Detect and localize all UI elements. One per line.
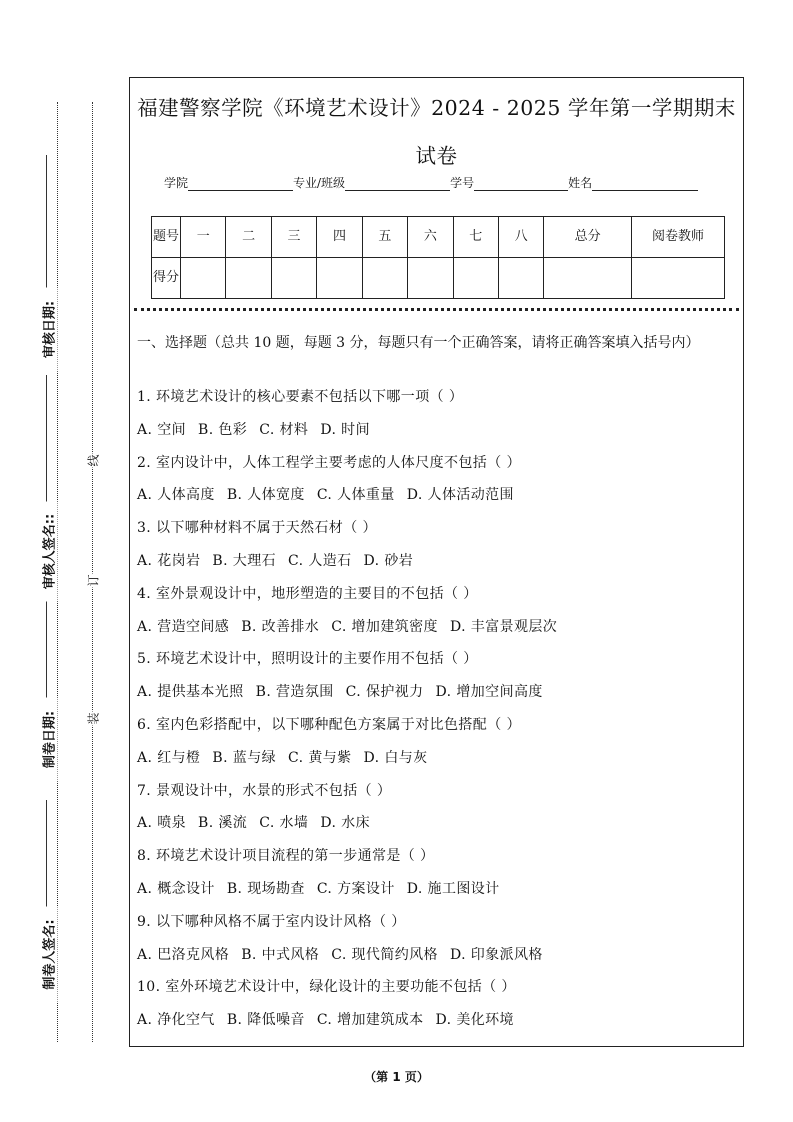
score-cell[interactable] [271, 258, 316, 299]
question-6-options [137, 748, 735, 768]
college-blank[interactable] [188, 176, 293, 191]
option-a[interactable]: A. 人体高度 [137, 487, 215, 504]
paper-maker-signature-label: 制卷人签名: [39, 907, 58, 1003]
signature-line-review-date [46, 155, 47, 295]
option-d[interactable]: D. 增加空间高度 [435, 684, 543, 701]
major-class-blank[interactable] [345, 176, 450, 191]
option-d[interactable]: D. 人体活动范围 [406, 487, 514, 504]
option-c[interactable]: C. 现代简约风格 [331, 946, 438, 963]
score-cell[interactable] [226, 258, 271, 299]
score-cell[interactable] [632, 258, 725, 299]
reviewer-signature-label: 审核人签名:: [39, 502, 58, 602]
exam-frame [129, 77, 744, 1047]
option-d[interactable]: D. 时间 [320, 421, 370, 438]
question-1-options [137, 420, 735, 440]
question-5: 5. 环境艺术设计中，照明设计的主要作用不包括（ ） [137, 651, 478, 668]
question-9: 9. 以下哪种风格不属于室内设计风格（ ） [137, 913, 406, 930]
question-8: 8. 环境艺术设计项目流程的第一步通常是（ ） [137, 848, 435, 865]
question-6: 6. 室内色彩搭配中，以下哪种配色方案属于对比色搭配（ ） [137, 717, 521, 733]
score-col-7: 七 [453, 217, 498, 258]
binding-dotted-line-inner [92, 102, 93, 1042]
score-cell[interactable] [317, 258, 362, 299]
option-d[interactable]: D. 印象派风格 [449, 946, 543, 963]
field-label-student-id: 学号 [450, 176, 475, 190]
option-c[interactable]: C. 方案设计 [316, 881, 395, 897]
option-c[interactable]: C. 人体重量 [316, 487, 395, 504]
score-col-grader: 阅卷教师 [632, 217, 725, 258]
option-b[interactable]: B. 现场勘查 [226, 881, 305, 897]
score-col-8: 八 [498, 217, 543, 258]
binding-char-order: 订 [86, 574, 101, 587]
option-d[interactable]: D. 白与灰 [363, 749, 428, 766]
option-c[interactable]: C. 人造石 [288, 553, 352, 569]
score-col-1: 一 [181, 217, 226, 258]
question-2: 2. 室内设计中，人体工程学主要考虑的人体尺度不包括（ ） [137, 454, 521, 471]
option-a[interactable]: A. 营造空间感 [137, 618, 230, 635]
option-a[interactable]: A. 红与橙 [137, 749, 201, 766]
student-info-row [164, 174, 719, 191]
question-10-options [137, 1010, 735, 1030]
score-col-2: 二 [226, 217, 271, 258]
option-b[interactable]: B. 人体宽度 [226, 487, 305, 504]
question-7-options [137, 813, 735, 833]
binding-char-bind: 装 [86, 712, 101, 725]
signature-line-paper-maker [46, 800, 47, 910]
score-cell[interactable] [498, 258, 543, 299]
score-cell[interactable] [181, 258, 226, 299]
score-cell[interactable] [453, 258, 498, 299]
signature-line-reviewer [46, 375, 47, 505]
question-8-options [137, 879, 735, 899]
option-c[interactable]: C. 水墙 [259, 815, 309, 832]
score-col-4: 四 [317, 217, 362, 258]
question-3-options [137, 551, 735, 571]
question-number-label: 题号 [152, 217, 181, 258]
dotted-separator [134, 308, 739, 311]
question-5-options [137, 682, 735, 702]
option-a[interactable]: A. 喷泉 [137, 815, 187, 832]
question-1: 1. 环境艺术设计的核心要素不包括以下哪一项（ ） [137, 389, 464, 405]
question-9-options [137, 945, 735, 965]
field-label-name: 姓名 [568, 176, 593, 190]
score-cell[interactable] [362, 258, 407, 299]
review-date-label: 审核日期: [39, 288, 58, 372]
binding-char-line: 线 [86, 454, 101, 467]
option-d[interactable]: D. 砂岩 [363, 553, 414, 569]
field-label-major-class: 专业/班级 [293, 176, 346, 190]
option-c[interactable]: C. 保护视力 [345, 684, 424, 701]
paper-date-label: 制卷日期: [39, 698, 58, 782]
score-table-score-row [152, 258, 725, 299]
question-2-options [137, 485, 735, 505]
option-c[interactable]: C. 材料 [259, 421, 309, 438]
option-a[interactable]: A. 巴洛克风格 [137, 946, 230, 963]
option-b[interactable]: B. 改善排水 [241, 618, 320, 635]
option-a[interactable]: A. 提供基本光照 [137, 684, 244, 701]
option-c[interactable]: C. 增加建筑成本 [316, 1012, 424, 1029]
option-b[interactable]: B. 降低噪音 [226, 1012, 305, 1029]
option-b[interactable]: B. 大理石 [212, 553, 277, 569]
score-col-5: 五 [362, 217, 407, 258]
question-10: 10. 室外环境艺术设计中，绿化设计的主要功能不包括（ ） [137, 979, 516, 996]
score-col-6: 六 [408, 217, 453, 258]
option-d[interactable]: D. 美化环境 [435, 1012, 514, 1029]
question-3: 3. 以下哪种材料不属于天然石材（ ） [137, 520, 377, 537]
option-c[interactable]: C. 黄与紫 [288, 749, 352, 766]
page-number: （第 1 页） [364, 1070, 429, 1084]
option-c[interactable]: C. 增加建筑密度 [331, 618, 438, 635]
option-b[interactable]: B. 营造氛围 [255, 684, 334, 701]
score-cell[interactable] [544, 258, 632, 299]
score-col-total: 总分 [544, 217, 632, 258]
option-a[interactable]: A. 空间 [137, 421, 187, 438]
option-b[interactable]: B. 溪流 [198, 815, 248, 832]
score-table-header-row [152, 217, 725, 258]
exam-title: 福建警察学院《环境艺术设计》2024 - 2025 学年第一学期期末试卷 [137, 96, 736, 168]
score-label: 得分 [152, 258, 181, 299]
question-7: 7. 景观设计中，水景的形式不包括（ ） [137, 782, 392, 799]
option-a[interactable]: A. 花岗岩 [137, 553, 201, 569]
option-a[interactable]: A. 净化空气 [137, 1012, 215, 1029]
option-d[interactable]: D. 丰富景观层次 [449, 618, 558, 635]
field-label-college: 学院 [164, 176, 189, 190]
option-a[interactable]: A. 概念设计 [137, 881, 215, 897]
section-1-heading: 一、选择题（总共 10 题，每题 3 分，每题只有一个正确答案，请将正确答案填入括号内） [137, 335, 700, 351]
question-4-options [137, 617, 735, 637]
score-col-3: 三 [271, 217, 316, 258]
option-b[interactable]: B. 色彩 [198, 421, 248, 438]
student-id-blank[interactable] [474, 176, 568, 191]
option-b[interactable]: B. 中式风格 [241, 946, 320, 963]
score-cell[interactable] [408, 258, 453, 299]
name-blank[interactable] [592, 176, 698, 191]
option-b[interactable]: B. 蓝与绿 [212, 749, 277, 766]
option-d[interactable]: D. 施工图设计 [406, 881, 500, 897]
score-table [151, 216, 725, 299]
option-d[interactable]: D. 水床 [320, 815, 370, 832]
question-4: 4. 室外景观设计中，地形塑造的主要目的不包括（ ） [137, 585, 478, 602]
